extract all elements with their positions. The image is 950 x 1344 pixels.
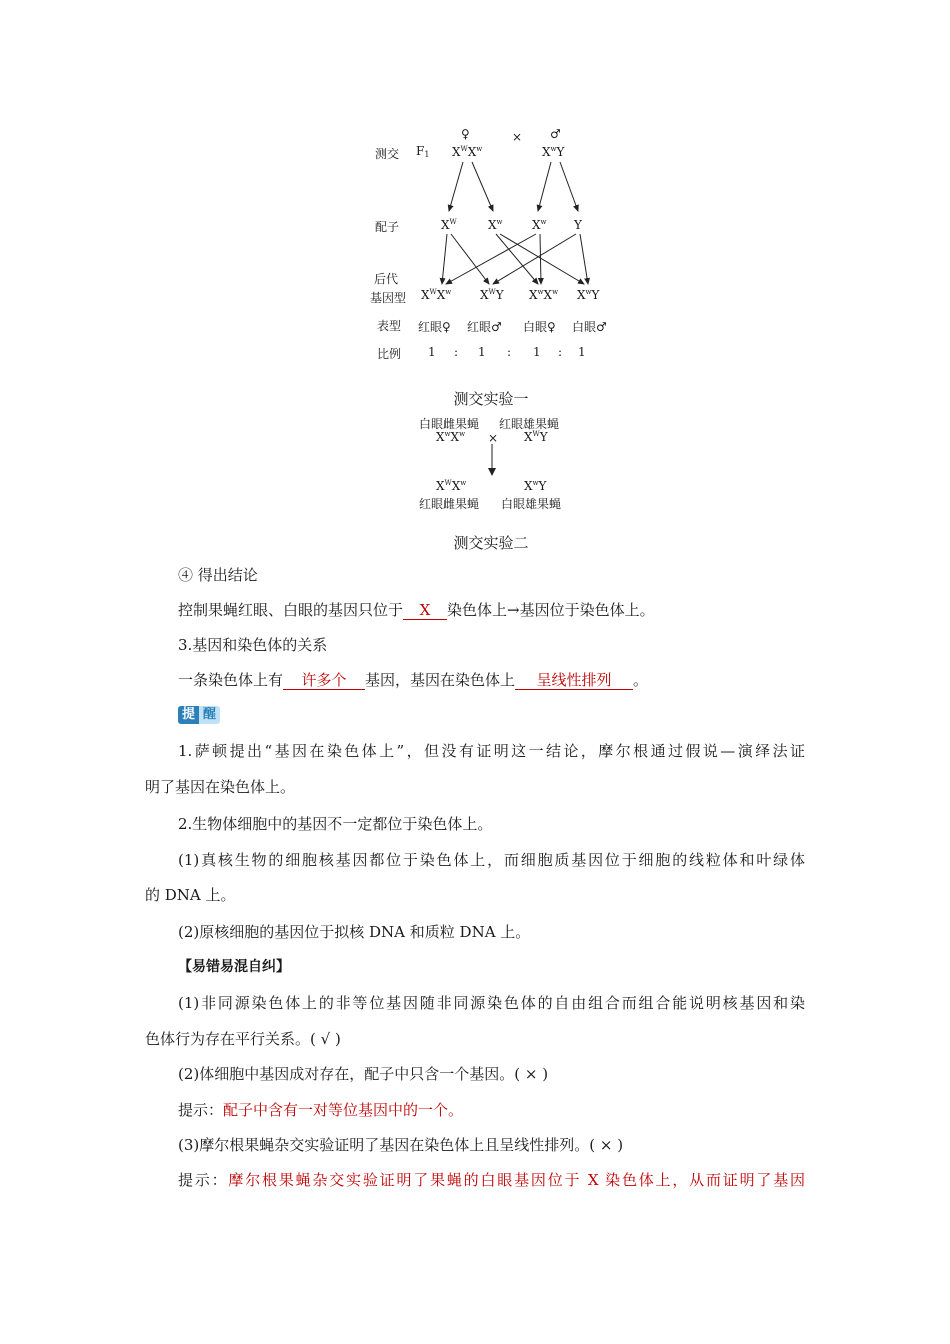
row-label-gametes: 配子 xyxy=(375,220,400,234)
row-label-ratio: 比例 xyxy=(377,347,402,361)
arrow-female-to-gamete-2 xyxy=(472,162,493,211)
row-label-phenotype: 表型 xyxy=(377,319,402,333)
arrow-g3-to-o3 xyxy=(540,234,541,284)
caption-testcross-two: 测交实验二 xyxy=(453,534,529,552)
conclusion-text: 控制果蝇红眼、白眼的基因只位于 X 染色体上→基因位于染色体上。 xyxy=(178,601,655,619)
hint-label: 提示： xyxy=(178,1101,224,1119)
row-label-offspring-1: 后代 xyxy=(374,272,399,286)
child-female-label: 红眼雌果蝇 xyxy=(419,497,480,511)
parent-male-label: 红眼雄果蝇 xyxy=(499,417,560,431)
error-1-line1: (1)非同源染色体上的非等位基因随非同源染色体的自由组合而组合能说明核基因和染 xyxy=(178,994,805,1012)
gamete-4: Y xyxy=(574,218,582,232)
reminder-p2: 2.生物体细胞中的基因不一定都位于染色体上。 xyxy=(178,815,493,833)
reminder-p4: (2)原核细胞的基因位于拟核 DNA 和质粒 DNA 上。 xyxy=(178,923,531,941)
cross-symbol: × xyxy=(512,130,523,144)
offspring-genotype-1: $X^WX^w$ xyxy=(421,288,452,302)
ratio-sep-3: : xyxy=(558,345,563,359)
error-heading: 【易错易混自纠】 xyxy=(178,959,290,975)
reminder-p3-line2: 的 DNA 上。 xyxy=(145,886,236,904)
parent-female-genotype: $X^wX^w$ xyxy=(436,430,466,444)
male-parent-genotype: $X^wY$ xyxy=(542,145,565,159)
reminder-badge xyxy=(178,703,220,724)
arrow-g1-to-o1 xyxy=(442,234,447,284)
phenotype-4: 白眼♂ xyxy=(572,320,607,334)
female-symbol: ♀ xyxy=(461,127,470,141)
hint-text: 摩尔根果蝇杂交实验证明了果蝇的白眼基因位于 X 染色体上，从而证明了基因 xyxy=(228,1171,805,1189)
ratio-sep-1: : xyxy=(454,345,459,359)
down-arrow xyxy=(486,442,498,478)
child-male-genotype: $X^wY$ xyxy=(524,479,547,493)
section3-heading: 3.基因和染色体的关系 xyxy=(178,636,328,654)
caption-testcross-one: 测交实验一 xyxy=(453,390,529,408)
gamete-3: $X^w$ xyxy=(532,218,547,232)
row-label-offspring-2: 基因型 xyxy=(370,291,407,305)
arrow-female-to-gamete-1 xyxy=(449,162,463,211)
phenotype-1: 红眼♀ xyxy=(418,320,451,334)
parent-male-genotype: $X^WY$ xyxy=(524,430,548,444)
hint-label: 提示： xyxy=(178,1171,229,1189)
arrow-male-to-gamete-4 xyxy=(560,162,578,211)
offspring-genotype-3: $X^wX^w$ xyxy=(529,288,559,302)
arrow-g4-to-o4 xyxy=(580,234,588,284)
arrow-g2-to-o4 xyxy=(500,234,584,284)
error-3: (3)摩尔根果蝇杂交实验证明了基因在染色体上且呈线性排列。( × ) xyxy=(178,1136,624,1154)
reminder-p1-line1: 1.萨顿提出“基因在染色体上”，但没有证明这一结论，摩尔根通过假说—演绎法证 xyxy=(178,742,805,760)
ratio-value-1: 1 xyxy=(428,345,436,359)
child-male-label: 白眼雄果蝇 xyxy=(501,497,562,511)
reminder-p1-line2: 明了基因在染色体上。 xyxy=(145,778,296,796)
offspring-genotype-4: $X^wY$ xyxy=(577,288,600,302)
reminder-badge-left: 提 xyxy=(178,706,199,724)
cross-symbol-two: × xyxy=(488,431,499,445)
error-3-hint xyxy=(178,1169,805,1190)
ratio-value-2: 1 xyxy=(478,345,486,359)
arrow-male-to-gamete-3 xyxy=(538,162,551,211)
reminder-badge-right: 醒 xyxy=(199,706,220,724)
arrow-g3-to-o1 xyxy=(446,234,536,284)
arrow-g4-to-o2 xyxy=(493,234,576,284)
ratio-value-4: 1 xyxy=(578,345,586,359)
male-symbol: ♂ xyxy=(550,127,561,141)
hint-text: 配子中含有一对等位基因中的一个。 xyxy=(223,1101,464,1119)
section3-blank-2: 呈线性排列 xyxy=(515,671,633,690)
phenotype-2: 红眼♂ xyxy=(467,320,502,334)
section3-text: 一条染色体上有 许多个 基因，基因在染色体上 呈线性排列 。 xyxy=(178,671,649,689)
offspring-genotype-2: $X^WY$ xyxy=(480,288,504,302)
gamete-2: $X^w$ xyxy=(488,218,503,232)
error-2-hint xyxy=(178,1100,463,1120)
row-label-testcross: 测交 xyxy=(375,147,400,161)
arrow-g1-to-o2 xyxy=(451,234,489,284)
error-1-line2: 色体行为存在平行关系。( √ ) xyxy=(145,1030,341,1048)
parent-female-label: 白眼雌果蝇 xyxy=(419,417,480,431)
section3-blank-1: 许多个 xyxy=(283,671,365,690)
error-2: (2)体细胞中基因成对存在，配子中只含一个基因。( × ) xyxy=(178,1065,549,1083)
gamete-1: $X^W$ xyxy=(441,218,457,232)
female-parent-genotype: $X^WX^w$ xyxy=(452,145,483,159)
ratio-sep-2: : xyxy=(507,345,512,359)
generation-label: F1 xyxy=(416,144,430,159)
phenotype-3: 白眼♀ xyxy=(523,320,556,334)
conclusion-heading: ④ 得出结论 xyxy=(178,566,258,584)
conclusion-blank: X xyxy=(403,601,447,620)
arrow-g2-to-o3 xyxy=(496,234,538,284)
reminder-p3-line1: (1)真核生物的细胞核基因都位于染色体上，而细胞质基因位于细胞的线粒体和叶绿体 xyxy=(178,851,805,869)
child-female-genotype: $X^WX^w$ xyxy=(436,479,467,493)
ratio-value-3: 1 xyxy=(533,345,541,359)
